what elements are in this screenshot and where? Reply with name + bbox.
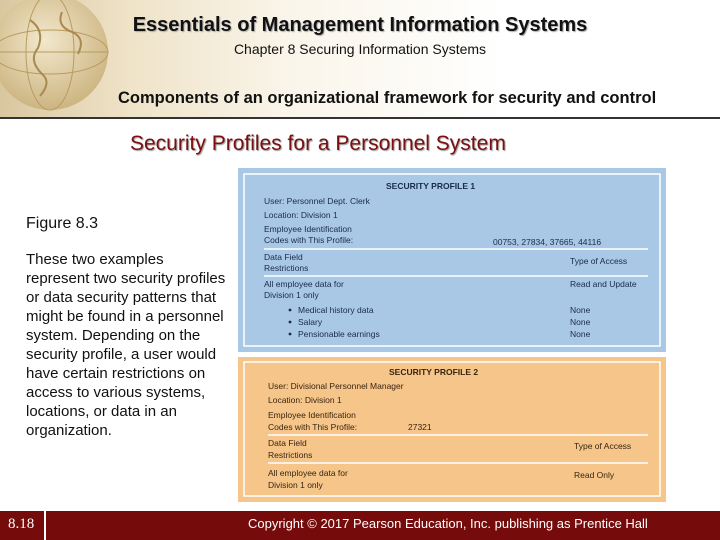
profile-1-heading: SECURITY PROFILE 1 bbox=[386, 181, 476, 191]
course-title: Essentials of Management Information Systems bbox=[132, 14, 588, 36]
topic-heading: Components of an organizational framework for security and control bbox=[118, 89, 657, 107]
profile-1-user: User: Personnel Dept. Clerk bbox=[264, 196, 370, 206]
bullet-icon bbox=[289, 333, 292, 336]
profile-1-row-access: Read and Update bbox=[570, 279, 637, 289]
profile-2-restrictions: Restrictions bbox=[268, 450, 313, 460]
profile-1-codes-label: Employee Identification bbox=[264, 224, 352, 234]
slide-header bbox=[0, 0, 720, 118]
profile-1-sub-3: Pensionable earnings bbox=[298, 329, 380, 339]
profile-2-row-access: Read Only bbox=[574, 470, 615, 480]
profile-1-sub-1-access: None bbox=[570, 305, 591, 315]
profile-1-sub-1: Medical history data bbox=[298, 305, 374, 315]
security-profile-2 bbox=[238, 357, 666, 502]
profile-2-codes-value: 27321 bbox=[408, 422, 432, 432]
profile-1-restrictions: Restrictions bbox=[264, 263, 309, 273]
profile-1-row-label-2: Division 1 only bbox=[264, 290, 319, 300]
bullet-icon bbox=[289, 321, 292, 324]
header-divider bbox=[0, 117, 720, 119]
profile-2-heading: SECURITY PROFILE 2 bbox=[389, 367, 479, 377]
profile-2-row-label-2: Division 1 only bbox=[268, 480, 323, 490]
profile-2-row-label: All employee data for bbox=[268, 468, 348, 478]
page-number: 8.18 bbox=[8, 516, 35, 532]
profile-1-codes-value: 00753, 27834, 37665, 44116 bbox=[493, 237, 602, 247]
figure-label: Figure 8.3 bbox=[26, 215, 99, 232]
profile-1-sub-2: Salary bbox=[298, 317, 323, 327]
profile-1-codes-label-2: Codes with This Profile: bbox=[264, 235, 354, 245]
security-profile-1 bbox=[238, 168, 666, 352]
profile-2-location: Location: Division 1 bbox=[268, 395, 342, 405]
profile-1-sub-3-access: None bbox=[570, 329, 591, 339]
figure-description: These two examples represent two security profiles or data security patterns that might be found in a personnel system. Depending on the security profile, a user would have certain restrictions on access to various systems, locations, or data in an organization. bbox=[26, 251, 226, 439]
profile-2-codes-label-2: Codes with This Profile: bbox=[268, 422, 358, 432]
profile-1-sub-2-access: None bbox=[570, 317, 591, 327]
profile-1-data-field: Data Field bbox=[264, 252, 303, 262]
profile-2-user: User: Divisional Personnel Manager bbox=[268, 381, 404, 391]
profile-1-access-header: Type of Access bbox=[570, 256, 628, 266]
copyright-notice: Copyright © 2017 Pearson Education, Inc. publishing as Prentice Hall bbox=[248, 516, 648, 531]
slide-footer bbox=[0, 511, 720, 540]
chapter-title: Chapter 8 Securing Information Systems bbox=[233, 41, 487, 57]
profile-2-codes-label: Employee Identification bbox=[268, 410, 356, 420]
slide-title: Security Profiles for a Personnel System bbox=[130, 132, 506, 155]
profile-1-location: Location: Division 1 bbox=[264, 210, 338, 220]
security-profiles-figure bbox=[238, 168, 666, 502]
profile-1-row-label: All employee data for bbox=[264, 279, 344, 289]
profile-2-access-header: Type of Access bbox=[574, 441, 632, 451]
profile-2-data-field: Data Field bbox=[268, 438, 307, 448]
bullet-icon bbox=[289, 309, 292, 312]
footer-divider bbox=[44, 511, 46, 540]
